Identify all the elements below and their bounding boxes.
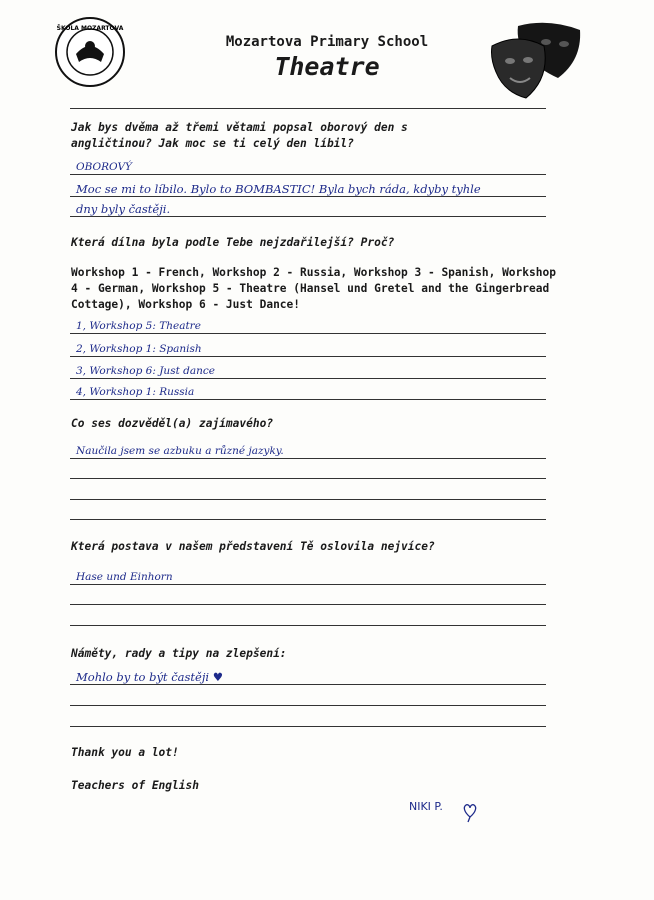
question-3: Co ses dozvěděl(a) zajímavého? bbox=[71, 417, 274, 430]
question-2: Která dílna byla podle Tebe nejzdařilejší? Proč? bbox=[71, 236, 395, 249]
answer-2-item-4: 4, Workshop 1: Russia bbox=[76, 386, 195, 398]
logo-text: ŠKOLA MOZARTOVA bbox=[56, 25, 124, 32]
answer-line bbox=[70, 333, 546, 334]
answer-line bbox=[70, 399, 546, 400]
answer-2-item-1: 1, Workshop 5: Theatre bbox=[76, 320, 201, 332]
answer-line bbox=[70, 584, 546, 585]
workshops-list: Workshop 1 - French, Workshop 2 - Russia, Workshop 3 - Spanish, Workshop 4 - German, Workshop 5 - Theatre (Hansel und Gretel and the Gingerbread Cottage), Workshop 6 - Just Dance! bbox=[71, 266, 556, 311]
answer-1-line-2: Moc se mi to líbilo. Bylo to BOMBASTIC! Byla bych ráda, kdyby tyhle bbox=[76, 182, 481, 196]
answer-line bbox=[70, 216, 546, 217]
question-1: Jak bys dvěma až třemi větami popsal oborový den s angličtinou? Jak moc se ti celý den líbil? bbox=[71, 121, 408, 150]
answer-line bbox=[70, 705, 546, 706]
answer-line bbox=[70, 499, 546, 500]
answer-line bbox=[70, 458, 546, 459]
answer-line bbox=[70, 196, 546, 197]
heart-icon bbox=[462, 803, 478, 823]
answer-line bbox=[70, 356, 546, 357]
answer-2-item-3: 3, Workshop 6: Just dance bbox=[76, 365, 215, 377]
question-5: Náměty, rady a tipy na zlepšení: bbox=[71, 647, 287, 660]
theatre-masks-icon bbox=[488, 16, 588, 106]
answer-line bbox=[70, 625, 546, 626]
answer-1-line-3: dny byly častěji. bbox=[76, 202, 171, 216]
answer-2-item-2: 2, Workshop 1: Spanish bbox=[76, 343, 202, 355]
header-divider bbox=[70, 108, 546, 109]
answer-line bbox=[70, 478, 546, 479]
school-name: Mozartova Primary School bbox=[225, 34, 429, 50]
answer-line bbox=[70, 684, 546, 685]
page-title: Theatre bbox=[274, 52, 380, 81]
answer-4-line-1: Hase und Einhorn bbox=[76, 571, 173, 583]
answer-line bbox=[70, 378, 546, 379]
answer-3-line-1: Naučila jsem se azbuku a různé jazyky. bbox=[76, 445, 284, 457]
thanks-text: Thank you a lot! bbox=[71, 746, 179, 759]
answer-line bbox=[70, 604, 546, 605]
teachers-text: Teachers of English bbox=[71, 779, 199, 792]
student-signature: NIKI P. bbox=[409, 800, 443, 813]
answer-line bbox=[70, 726, 546, 727]
answer-5-line-1: Mohlo by to být častěji ♥ bbox=[76, 670, 224, 684]
answer-line bbox=[70, 519, 546, 520]
answer-line bbox=[70, 174, 546, 175]
answer-1-line-1: OBOROVÝ bbox=[76, 161, 132, 173]
question-4: Která postava v našem představení Tě oslovila nejvíce? bbox=[71, 540, 435, 553]
